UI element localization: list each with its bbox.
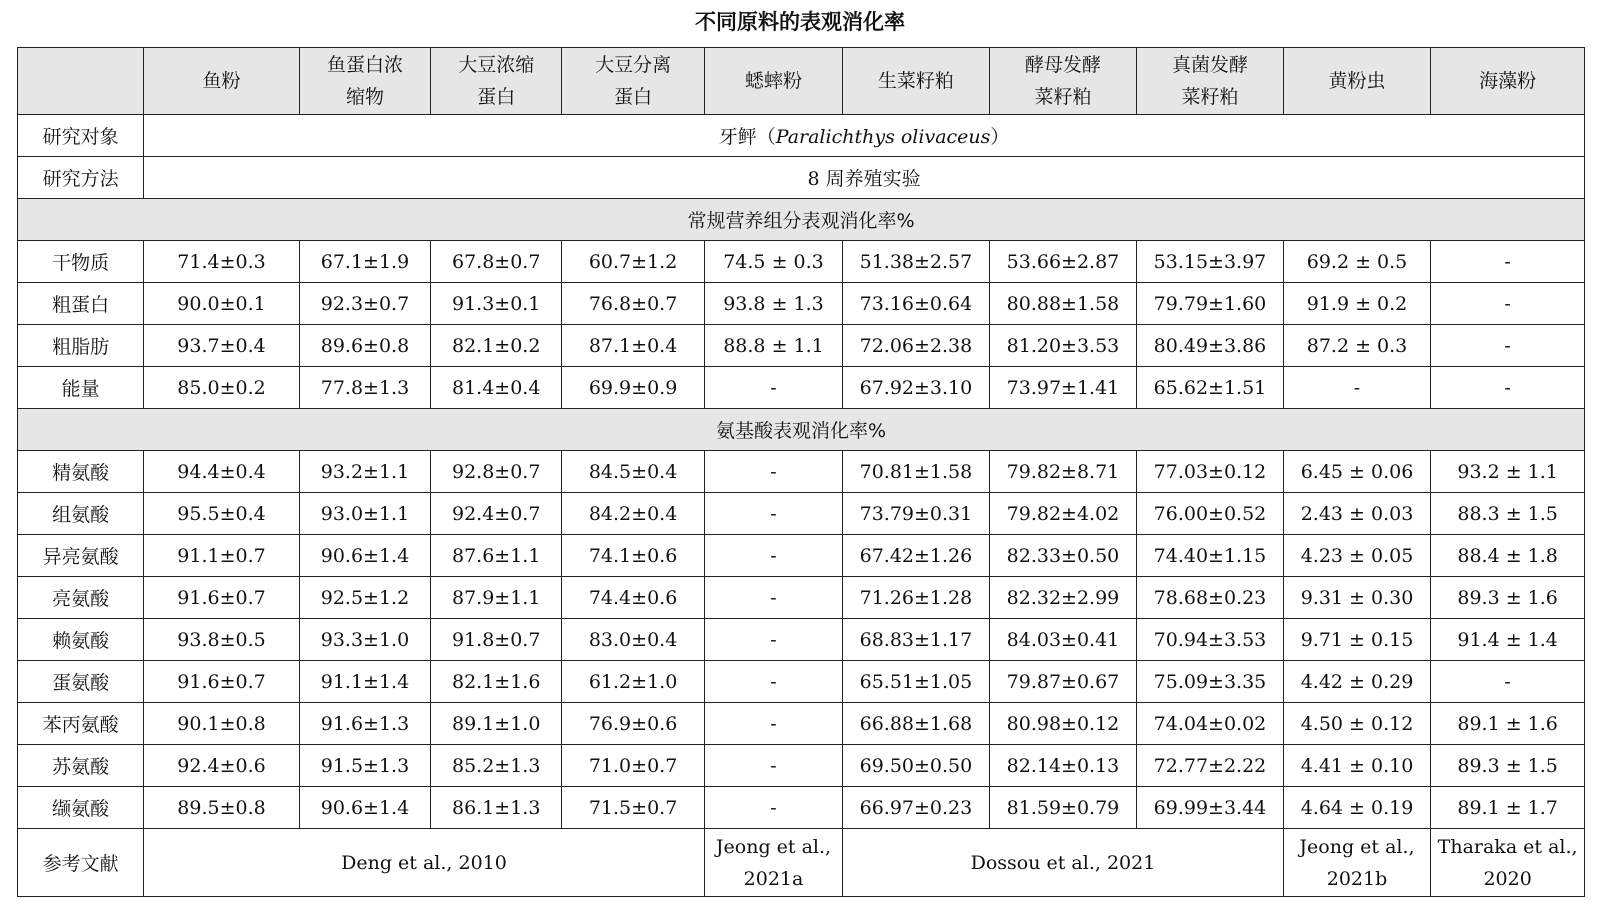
table-cell: 82.1±1.6	[431, 661, 562, 703]
table-cell: 68.83±1.17	[843, 619, 990, 661]
study-object-value	[144, 115, 1585, 157]
table-cell: 93.2±1.1	[299, 451, 430, 493]
section-header-amino-acid	[18, 409, 1585, 451]
row-label-study-object: 研究对象	[18, 115, 144, 157]
reference-cell	[704, 829, 842, 897]
reference-line: 2021a	[743, 867, 804, 890]
table-cell: 81.20±3.53	[989, 325, 1137, 367]
table-row	[18, 325, 1585, 367]
table-cell: -	[704, 619, 842, 661]
table-row	[18, 745, 1585, 787]
row-label-references: 参考文献	[18, 829, 144, 897]
table-cell: 95.5±0.4	[144, 493, 300, 535]
table-cell: 88.4 ± 1.8	[1431, 535, 1585, 577]
study-method-row	[18, 157, 1585, 199]
table-cell: 60.7±1.2	[562, 241, 704, 283]
column-header-line: 黄粉虫	[1328, 70, 1386, 92]
table-row	[18, 283, 1585, 325]
column-header-line: 蟋蟀粉	[744, 70, 802, 92]
table-cell: 90.1±0.8	[144, 703, 300, 745]
table-cell: -	[704, 493, 842, 535]
table-cell: 91.3±0.1	[431, 283, 562, 325]
row-label: 组氨酸	[18, 493, 144, 535]
table-cell: 9.71 ± 0.15	[1283, 619, 1431, 661]
table-cell: 67.1±1.9	[299, 241, 430, 283]
table-cell: 90.0±0.1	[144, 283, 300, 325]
table-cell: -	[1431, 241, 1585, 283]
table-cell: 67.8±0.7	[431, 241, 562, 283]
table-row	[18, 241, 1585, 283]
table-cell: 74.1±0.6	[562, 535, 704, 577]
table-cell: 89.1 ± 1.7	[1431, 787, 1585, 829]
row-label: 干物质	[18, 241, 144, 283]
table-cell: 80.49±3.86	[1137, 325, 1284, 367]
header-row	[18, 48, 1585, 115]
table-cell: 69.2 ± 0.5	[1283, 241, 1431, 283]
table-cell: 81.4±0.4	[431, 367, 562, 409]
reference-line: Jeong et al.,	[1299, 835, 1415, 858]
table-cell: 91.6±1.3	[299, 703, 430, 745]
column-header	[299, 48, 430, 115]
table-cell: 73.97±1.41	[989, 367, 1137, 409]
table-cell: 88.8 ± 1.1	[704, 325, 842, 367]
table-cell: 79.87±0.67	[989, 661, 1137, 703]
reference-cell	[144, 829, 705, 897]
table-cell: 72.06±2.38	[843, 325, 990, 367]
table-cell: -	[1431, 325, 1585, 367]
table-cell: 65.51±1.05	[843, 661, 990, 703]
table-row	[18, 661, 1585, 703]
table-cell: 90.6±1.4	[299, 535, 430, 577]
table-cell: 71.26±1.28	[843, 577, 990, 619]
table-cell: -	[1431, 367, 1585, 409]
table-cell: -	[704, 661, 842, 703]
table-cell: 2.43 ± 0.03	[1283, 493, 1431, 535]
table-cell: 79.82±8.71	[989, 451, 1137, 493]
table-cell: 82.14±0.13	[989, 745, 1137, 787]
column-header-line: 海藻粉	[1479, 70, 1537, 92]
row-label: 苯丙氨酸	[18, 703, 144, 745]
reference-line: Dossou et al., 2021	[970, 851, 1156, 874]
table-cell: 74.04±0.02	[1137, 703, 1284, 745]
column-header-line: 生菜籽粕	[877, 70, 954, 92]
table-cell: 53.66±2.87	[989, 241, 1137, 283]
table-cell: 74.5 ± 0.3	[704, 241, 842, 283]
table-cell: 93.7±0.4	[144, 325, 300, 367]
study-method-text: 周养殖实验	[819, 168, 921, 190]
table-cell: 92.4±0.7	[431, 493, 562, 535]
study-object-suffix: ）	[990, 126, 1010, 148]
column-header-line: 大豆浓缩	[458, 54, 535, 76]
table-cell: 92.8±0.7	[431, 451, 562, 493]
table-cell: 91.9 ± 0.2	[1283, 283, 1431, 325]
table-cell: 61.2±1.0	[562, 661, 704, 703]
table-cell: 65.62±1.51	[1137, 367, 1284, 409]
table-cell: -	[704, 577, 842, 619]
table-cell: 9.31 ± 0.30	[1283, 577, 1431, 619]
table-cell: -	[704, 451, 842, 493]
table-cell: 4.41 ± 0.10	[1283, 745, 1431, 787]
table-cell: 79.82±4.02	[989, 493, 1137, 535]
table-cell: 89.5±0.8	[144, 787, 300, 829]
table-cell: 72.77±2.22	[1137, 745, 1284, 787]
table-cell: 91.5±1.3	[299, 745, 430, 787]
header-corner	[18, 48, 144, 115]
table-cell: 91.8±0.7	[431, 619, 562, 661]
reference-line: 2020	[1483, 867, 1532, 890]
table-row	[18, 577, 1585, 619]
row-label: 异亮氨酸	[18, 535, 144, 577]
table-cell: 83.0±0.4	[562, 619, 704, 661]
table-cell: 92.5±1.2	[299, 577, 430, 619]
column-header-line: 缩物	[345, 86, 384, 108]
column-header	[843, 48, 990, 115]
section-title-proximate: 常规营养组分表观消化率%	[18, 199, 1585, 241]
table-cell: 4.50 ± 0.12	[1283, 703, 1431, 745]
table-row	[18, 493, 1585, 535]
column-header-line: 蛋白	[477, 86, 516, 108]
table-row	[18, 535, 1585, 577]
column-header-line: 菜籽粕	[1181, 86, 1239, 108]
table-cell: 91.6±0.7	[144, 661, 300, 703]
row-label: 能量	[18, 367, 144, 409]
table-cell: 4.23 ± 0.05	[1283, 535, 1431, 577]
column-header	[562, 48, 704, 115]
table-cell: 73.79±0.31	[843, 493, 990, 535]
table-cell: 87.2 ± 0.3	[1283, 325, 1431, 367]
table-cell: 74.4±0.6	[562, 577, 704, 619]
table-body	[18, 115, 1585, 897]
table-cell: 87.1±0.4	[562, 325, 704, 367]
table-cell: 69.9±0.9	[562, 367, 704, 409]
table-cell: 69.50±0.50	[843, 745, 990, 787]
table-cell: 91.1±0.7	[144, 535, 300, 577]
table-row	[18, 619, 1585, 661]
table-cell: 77.03±0.12	[1137, 451, 1284, 493]
column-header	[1137, 48, 1284, 115]
table-cell: 70.94±3.53	[1137, 619, 1284, 661]
table-cell: 92.4±0.6	[144, 745, 300, 787]
column-header	[144, 48, 300, 115]
row-label: 蛋氨酸	[18, 661, 144, 703]
study-object-latin: Paralichthys olivaceus	[775, 126, 991, 148]
column-header-line: 真菌发酵	[1171, 54, 1248, 76]
table-cell: 90.6±1.4	[299, 787, 430, 829]
reference-line: Tharaka et al.,	[1437, 835, 1578, 858]
table-cell: 71.5±0.7	[562, 787, 704, 829]
table-row	[18, 787, 1585, 829]
table-cell: 77.8±1.3	[299, 367, 430, 409]
column-header-line: 酵母发酵	[1024, 54, 1101, 76]
table-cell: 78.68±0.23	[1137, 577, 1284, 619]
row-label: 粗脂肪	[18, 325, 144, 367]
table-cell: -	[704, 535, 842, 577]
table-title: 不同原料的表观消化率	[695, 10, 905, 34]
reference-line: Jeong et al.,	[715, 835, 832, 858]
table-cell: 84.03±0.41	[989, 619, 1137, 661]
table-cell: 71.4±0.3	[144, 241, 300, 283]
table-cell: -	[1431, 283, 1585, 325]
table-cell: 51.38±2.57	[843, 241, 990, 283]
table-cell: 4.64 ± 0.19	[1283, 787, 1431, 829]
table-cell: 75.09±3.35	[1137, 661, 1284, 703]
table-row	[18, 367, 1585, 409]
table-cell: 73.16±0.64	[843, 283, 990, 325]
table-cell: 66.97±0.23	[843, 787, 990, 829]
table-cell: 89.1 ± 1.6	[1431, 703, 1585, 745]
table-row	[18, 703, 1585, 745]
table-cell: 89.6±0.8	[299, 325, 430, 367]
table-cell: 79.79±1.60	[1137, 283, 1284, 325]
table-cell: 85.0±0.2	[144, 367, 300, 409]
table-cell: 89.3 ± 1.5	[1431, 745, 1585, 787]
column-header	[1283, 48, 1431, 115]
column-header-line: 菜籽粕	[1034, 86, 1092, 108]
section-header-proximate	[18, 199, 1585, 241]
study-method-value	[144, 157, 1585, 199]
reference-cell	[1431, 829, 1585, 897]
table-cell: 67.42±1.26	[843, 535, 990, 577]
table-cell: 82.33±0.50	[989, 535, 1137, 577]
table-cell: 93.2 ± 1.1	[1431, 451, 1585, 493]
table-cell: 87.6±1.1	[431, 535, 562, 577]
row-label: 亮氨酸	[18, 577, 144, 619]
table-cell: -	[704, 745, 842, 787]
section-title-amino-acid: 氨基酸表观消化率%	[18, 409, 1585, 451]
row-label: 粗蛋白	[18, 283, 144, 325]
reference-cell	[1283, 829, 1431, 897]
table-cell: 70.81±1.58	[843, 451, 990, 493]
table-cell: 81.59±0.79	[989, 787, 1137, 829]
table-cell: 74.40±1.15	[1137, 535, 1284, 577]
table-cell: 91.4 ± 1.4	[1431, 619, 1585, 661]
table-cell: 4.42 ± 0.29	[1283, 661, 1431, 703]
study-object-row	[18, 115, 1585, 157]
table-cell: -	[704, 787, 842, 829]
column-header	[1431, 48, 1585, 115]
row-label-study-method: 研究方法	[18, 157, 144, 199]
table-cell: 82.1±0.2	[431, 325, 562, 367]
table-cell: 66.88±1.68	[843, 703, 990, 745]
table-cell: 84.2±0.4	[562, 493, 704, 535]
digestibility-table	[17, 47, 1585, 897]
table-cell: 80.88±1.58	[989, 283, 1137, 325]
table-cell: 85.2±1.3	[431, 745, 562, 787]
study-object-prefix: 牙鲆（	[718, 126, 776, 148]
table-cell: 82.32±2.99	[989, 577, 1137, 619]
table-cell: 71.0±0.7	[562, 745, 704, 787]
table-cell: 53.15±3.97	[1137, 241, 1284, 283]
reference-line: Deng et al., 2010	[341, 851, 507, 874]
column-header-line: 蛋白	[614, 86, 653, 108]
table-cell: 91.1±1.4	[299, 661, 430, 703]
column-header	[989, 48, 1137, 115]
table-cell: 94.4±0.4	[144, 451, 300, 493]
table-cell: 93.3±1.0	[299, 619, 430, 661]
references-row	[18, 829, 1585, 897]
table-cell: 93.8 ± 1.3	[704, 283, 842, 325]
table-cell: 84.5±0.4	[562, 451, 704, 493]
study-method-number: 8	[807, 168, 820, 190]
table-cell: 86.1±1.3	[431, 787, 562, 829]
table-cell: 76.8±0.7	[562, 283, 704, 325]
table-cell: 93.8±0.5	[144, 619, 300, 661]
table-row	[18, 451, 1585, 493]
column-header-line: 大豆分离	[595, 54, 672, 76]
column-header	[704, 48, 842, 115]
table-cell: 88.3 ± 1.5	[1431, 493, 1585, 535]
reference-cell	[843, 829, 1284, 897]
table-cell: -	[704, 703, 842, 745]
reference-line: 2021b	[1326, 867, 1388, 890]
table-cell: -	[1431, 661, 1585, 703]
table-cell: 76.00±0.52	[1137, 493, 1284, 535]
table-cell: 89.1±1.0	[431, 703, 562, 745]
table-cell: 91.6±0.7	[144, 577, 300, 619]
table-cell: 69.99±3.44	[1137, 787, 1284, 829]
table-cell: 89.3 ± 1.6	[1431, 577, 1585, 619]
table-cell: 76.9±0.6	[562, 703, 704, 745]
table-cell: -	[704, 367, 842, 409]
row-label: 精氨酸	[18, 451, 144, 493]
table-cell: 87.9±1.1	[431, 577, 562, 619]
column-header	[431, 48, 562, 115]
table-cell: 93.0±1.1	[299, 493, 430, 535]
column-header-line: 鱼蛋白浓	[326, 54, 403, 76]
row-label: 赖氨酸	[18, 619, 144, 661]
table-cell: 92.3±0.7	[299, 283, 430, 325]
column-header-line: 鱼粉	[202, 70, 241, 92]
table-cell: -	[1283, 367, 1431, 409]
row-label: 缬氨酸	[18, 787, 144, 829]
table-cell: 6.45 ± 0.06	[1283, 451, 1431, 493]
table-cell: 80.98±0.12	[989, 703, 1137, 745]
table-cell: 67.92±3.10	[843, 367, 990, 409]
row-label: 苏氨酸	[18, 745, 144, 787]
